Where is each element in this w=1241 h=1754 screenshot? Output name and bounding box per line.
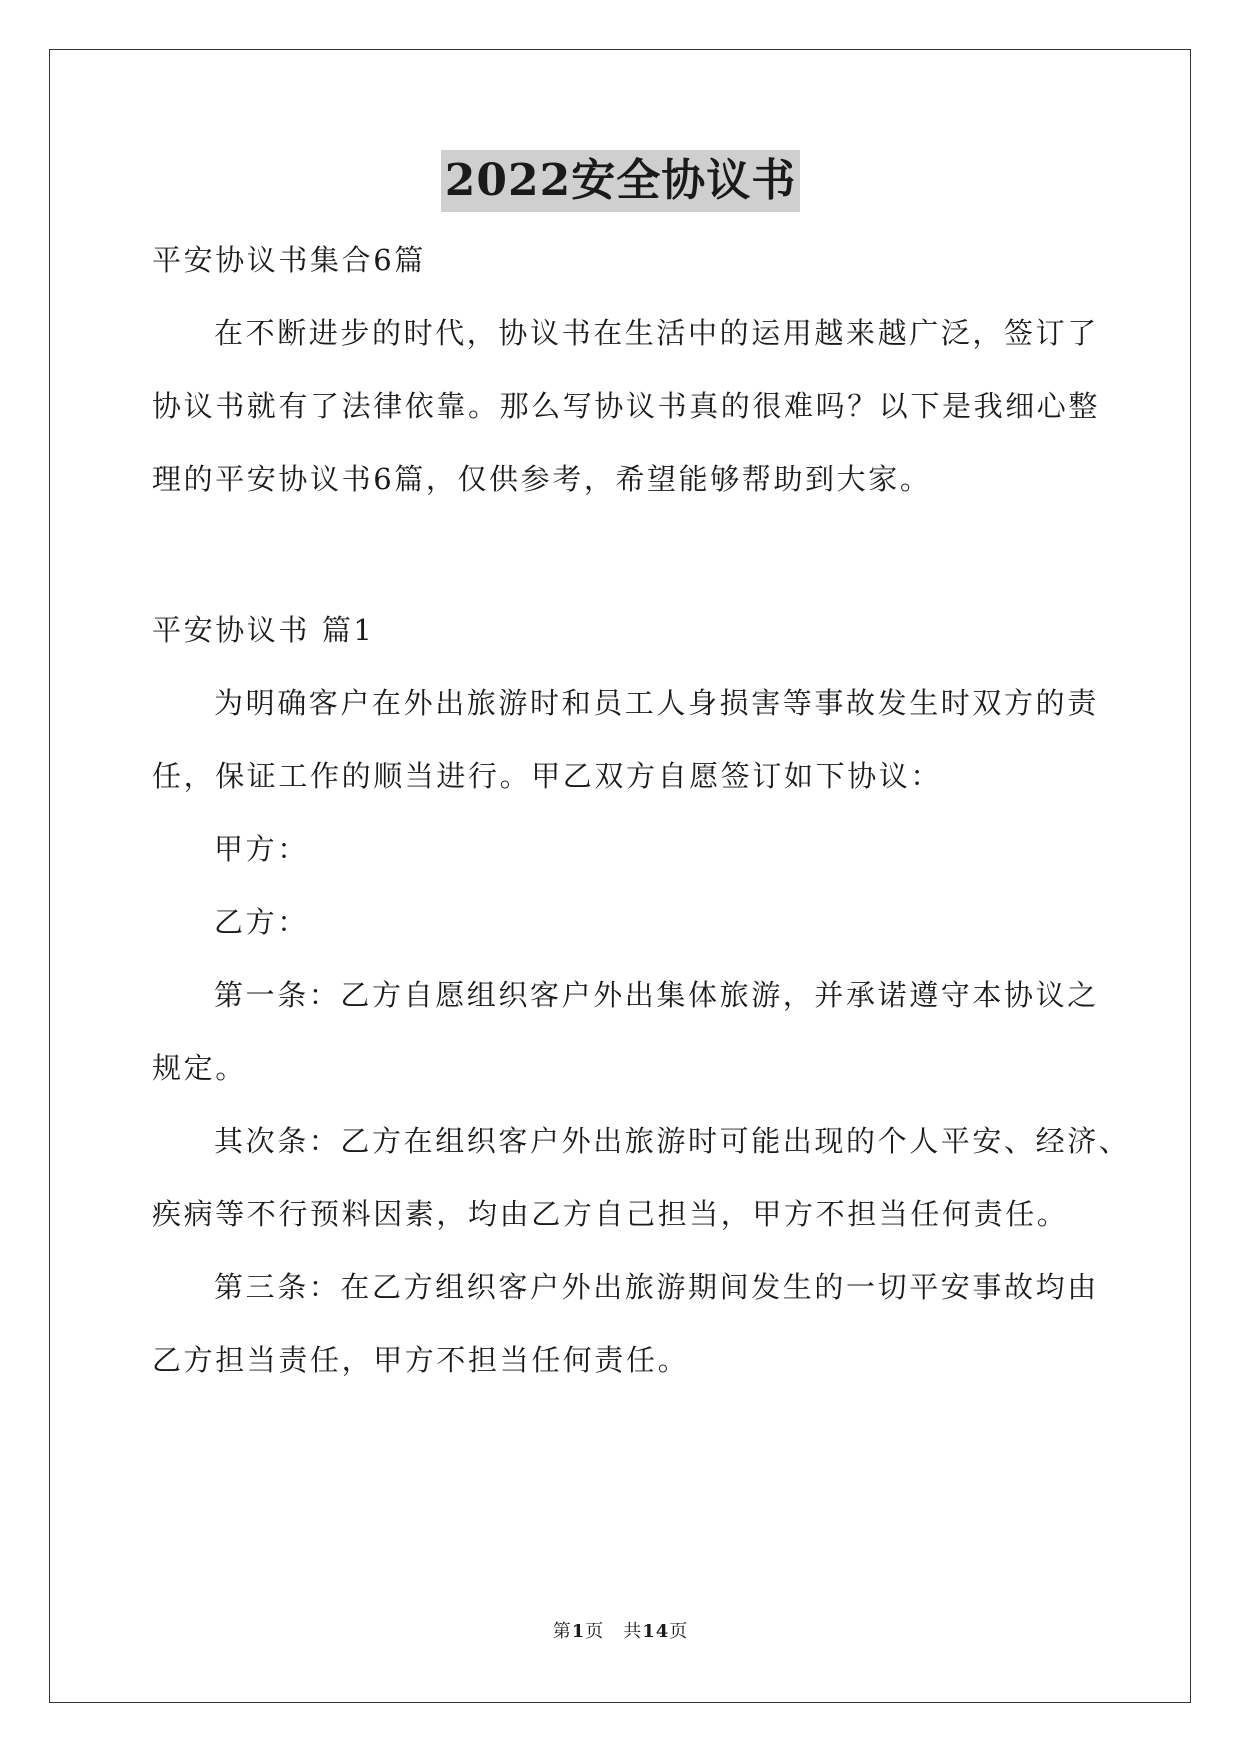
paragraph-line: 乙方担当责任，甲方不担当任何责任。 xyxy=(152,1343,690,1377)
paragraph-line: 理的平安协议书6篇，仅供参考，希望能够帮助到大家。 xyxy=(152,462,932,496)
page-footer xyxy=(0,1620,1241,1644)
footer-total-pages: 14 xyxy=(642,1621,670,1642)
paragraph-line: 为明确客户在外出旅游时和员工人身损害等事故发生时双方的责 xyxy=(214,686,1099,720)
paragraph-line: 第三条：在乙方组织客户外出旅游期间发生的一切平安事故均由 xyxy=(214,1270,1099,1304)
section-heading: 平安协议书 篇1 xyxy=(152,613,375,647)
document-title: 2022安全协议书 xyxy=(441,150,800,212)
paragraph-line: 任，保证工作的顺当进行。甲乙双方自愿签订如下协议： xyxy=(152,759,943,793)
footer-prefix: 第 xyxy=(552,1621,572,1642)
paragraph-line: 协议书就有了法律依靠。那么写协议书真的很难吗？以下是我细心整 xyxy=(152,389,1101,423)
title-wrap xyxy=(0,150,1241,212)
page-border xyxy=(49,49,1191,1703)
party-a-line: 甲方： xyxy=(214,832,309,866)
subtitle: 平安协议书集合6篇 xyxy=(152,243,426,277)
paragraph-line: 疾病等不行预料因素，均由乙方自己担当，甲方不担当任何责任。 xyxy=(152,1197,1069,1231)
paragraph-line: 规定。 xyxy=(152,1051,247,1085)
footer-mid: 页 共 xyxy=(585,1621,643,1642)
party-b-line: 乙方： xyxy=(214,905,309,939)
paragraph-line: 第一条：乙方自愿组织客户外出集体旅游，并承诺遵守本协议之 xyxy=(214,978,1099,1012)
footer-suffix: 页 xyxy=(669,1621,689,1642)
footer-page-number: 1 xyxy=(571,1621,586,1642)
paragraph-line: 在不断进步的时代，协议书在生活中的运用越来越广泛，签订了 xyxy=(214,316,1099,350)
paragraph-line: 其次条：乙方在组织客户外出旅游时可能出现的个人平安、经济、 xyxy=(214,1124,1131,1158)
